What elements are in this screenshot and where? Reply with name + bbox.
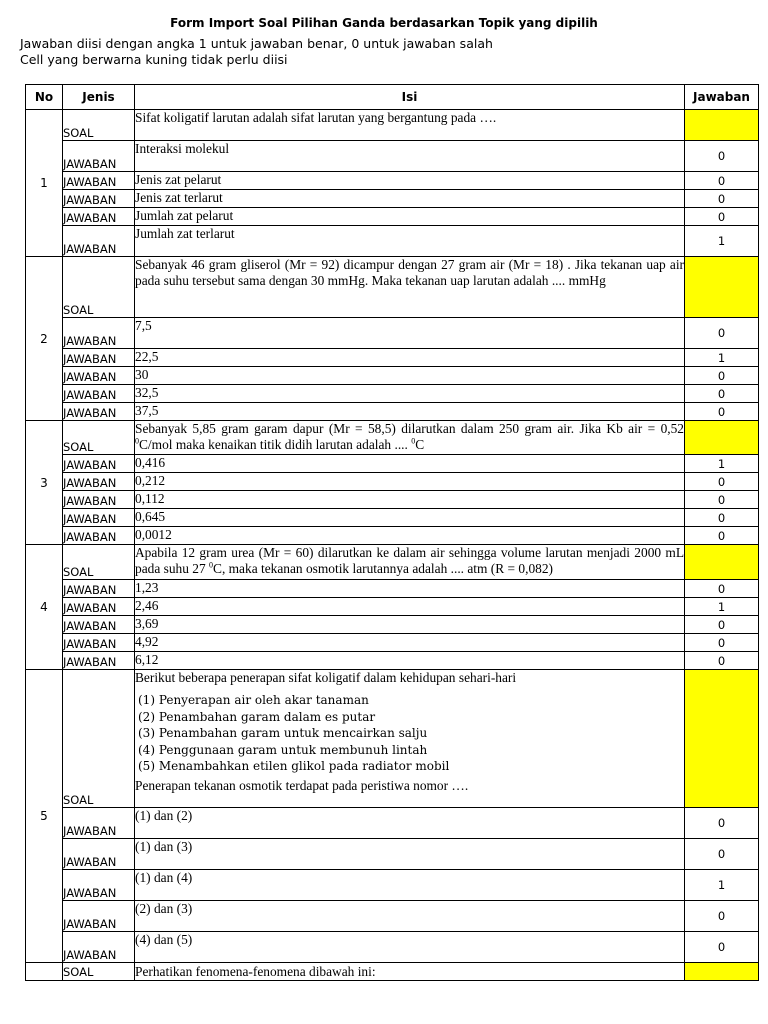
question-number: 1 bbox=[26, 110, 63, 257]
jenis-cell[interactable]: JAWABAN bbox=[63, 839, 135, 870]
answer-value[interactable]: 0 bbox=[685, 652, 759, 670]
instruction-answer-format: Jawaban diisi dengan angka 1 untuk jawaban benar, 0 untuk jawaban salah bbox=[20, 36, 493, 51]
answer-row bbox=[26, 318, 759, 349]
answer-value[interactable]: 1 bbox=[685, 598, 759, 616]
answer-value[interactable]: 0 bbox=[685, 208, 759, 226]
jenis-cell[interactable]: JAWABAN bbox=[63, 598, 135, 616]
answer-value[interactable]: 1 bbox=[685, 455, 759, 473]
header-row bbox=[26, 85, 759, 110]
answer-row bbox=[26, 141, 759, 172]
option-text[interactable]: Jenis zat pelarut bbox=[135, 172, 685, 190]
question-text[interactable]: Perhatikan fenomena-fenomena dibawah ini: bbox=[135, 963, 685, 981]
answer-row bbox=[26, 190, 759, 208]
list-item: (5) Menambahkan etilen glikol pada radiator mobil bbox=[138, 759, 450, 773]
question-text[interactable]: Sebanyak 46 gram gliserol (Mr = 92) dicampur dengan 27 gram air (Mr = 18) . Jika tekanan uap air pada suhu tersebut sama dengan 30 mmHg. Maka tekanan uap larutan adalah .... mmHg bbox=[135, 257, 685, 318]
answer-row bbox=[26, 932, 759, 963]
question-number: 2 bbox=[26, 257, 63, 421]
answer-row bbox=[26, 385, 759, 403]
answer-value[interactable]: 0 bbox=[685, 634, 759, 652]
jenis-cell[interactable]: JAWABAN bbox=[63, 580, 135, 598]
option-text[interactable]: 37,5 bbox=[135, 403, 685, 421]
option-text[interactable]: 7,5 bbox=[135, 318, 685, 349]
jenis-cell[interactable]: SOAL bbox=[63, 670, 135, 808]
answer-cell-locked bbox=[685, 670, 759, 808]
answer-row bbox=[26, 367, 759, 385]
answer-value[interactable]: 0 bbox=[685, 190, 759, 208]
header-jenis: Jenis bbox=[63, 85, 135, 110]
question-table bbox=[25, 84, 759, 981]
option-text[interactable]: 22,5 bbox=[135, 349, 685, 367]
header-jawaban: Jawaban bbox=[685, 85, 759, 110]
jenis-cell[interactable]: JAWABAN bbox=[63, 318, 135, 349]
jenis-cell[interactable]: SOAL bbox=[63, 421, 135, 455]
answer-value[interactable]: 0 bbox=[685, 491, 759, 509]
answer-row bbox=[26, 491, 759, 509]
jenis-cell[interactable]: JAWABAN bbox=[63, 208, 135, 226]
jenis-cell[interactable]: JAWABAN bbox=[63, 616, 135, 634]
jenis-cell[interactable]: JAWABAN bbox=[63, 473, 135, 491]
answer-cell-locked bbox=[685, 257, 759, 318]
answer-value[interactable]: 0 bbox=[685, 932, 759, 963]
jenis-cell[interactable]: JAWABAN bbox=[63, 527, 135, 545]
answer-row bbox=[26, 403, 759, 421]
option-text[interactable]: 0,0012 bbox=[135, 527, 685, 545]
answer-value[interactable]: 0 bbox=[685, 385, 759, 403]
question-number: 3 bbox=[26, 421, 63, 545]
answer-value[interactable]: 0 bbox=[685, 509, 759, 527]
answer-row bbox=[26, 652, 759, 670]
answer-row bbox=[26, 808, 759, 839]
list-item: (1) Penyerapan air oleh akar tanaman bbox=[138, 693, 369, 707]
soal-row bbox=[26, 963, 759, 981]
answer-cell-locked bbox=[685, 110, 759, 141]
jenis-cell[interactable]: JAWABAN bbox=[63, 190, 135, 208]
option-text[interactable]: 0,112 bbox=[135, 491, 685, 509]
option-text[interactable]: (4) dan (5) bbox=[135, 932, 685, 963]
option-text[interactable]: (1) dan (2) bbox=[135, 808, 685, 839]
answer-row bbox=[26, 901, 759, 932]
jenis-cell[interactable]: JAWABAN bbox=[63, 932, 135, 963]
question-text[interactable] bbox=[135, 670, 685, 808]
option-text[interactable]: Jumlah zat pelarut bbox=[135, 208, 685, 226]
answer-cell-locked bbox=[685, 963, 759, 981]
answer-row bbox=[26, 455, 759, 473]
jenis-cell[interactable]: JAWABAN bbox=[63, 491, 135, 509]
option-text[interactable]: 0,645 bbox=[135, 509, 685, 527]
option-text[interactable]: 32,5 bbox=[135, 385, 685, 403]
application-list bbox=[138, 692, 684, 775]
answer-row bbox=[26, 580, 759, 598]
answer-row bbox=[26, 527, 759, 545]
jenis-cell[interactable]: JAWABAN bbox=[63, 172, 135, 190]
jenis-cell[interactable]: JAWABAN bbox=[63, 509, 135, 527]
jenis-cell[interactable]: JAWABAN bbox=[63, 141, 135, 172]
list-item: (3) Penambahan garam untuk mencairkan salju bbox=[138, 726, 428, 740]
question-text[interactable]: Apabila 12 gram urea (Mr = 60) dilarutkan ke dalam air sehingga volume larutan menjadi 2000 mL pada suhu 27 $^0$C, maka tekanan osmotik larutannya adalah .... atm (R = 0,082) bbox=[135, 545, 685, 580]
answer-cell-locked bbox=[685, 545, 759, 580]
option-text[interactable]: 4,92 bbox=[135, 634, 685, 652]
header-isi: Isi bbox=[135, 85, 685, 110]
answer-value[interactable]: 0 bbox=[685, 580, 759, 598]
jenis-cell[interactable]: JAWABAN bbox=[63, 367, 135, 385]
jenis-cell[interactable]: JAWABAN bbox=[63, 385, 135, 403]
instruction-yellow-cells: Cell yang berwarna kuning tidak perlu diisi bbox=[20, 52, 288, 67]
jenis-cell[interactable]: SOAL bbox=[63, 545, 135, 580]
degree-superscript: 0 bbox=[135, 436, 139, 446]
answer-value[interactable]: 0 bbox=[685, 473, 759, 491]
jenis-cell[interactable]: SOAL bbox=[63, 257, 135, 318]
jenis-cell[interactable]: JAWABAN bbox=[63, 226, 135, 257]
answer-value[interactable]: 0 bbox=[685, 367, 759, 385]
answer-cell-locked bbox=[685, 421, 759, 455]
answer-value[interactable]: 0 bbox=[685, 527, 759, 545]
jenis-cell[interactable]: JAWABAN bbox=[63, 808, 135, 839]
jenis-cell[interactable]: JAWABAN bbox=[63, 870, 135, 901]
degree-superscript: 0 bbox=[209, 560, 214, 570]
option-text[interactable]: 0,416 bbox=[135, 455, 685, 473]
list-item: (2) Penambahan garam dalam es putar bbox=[138, 709, 376, 724]
option-text[interactable]: (2) dan (3) bbox=[135, 901, 685, 932]
jenis-cell[interactable]: JAWABAN bbox=[63, 403, 135, 421]
option-text[interactable]: 3,69 bbox=[135, 616, 685, 634]
answer-value[interactable]: 0 bbox=[685, 403, 759, 421]
answer-row bbox=[26, 634, 759, 652]
answer-value[interactable]: 1 bbox=[685, 349, 759, 367]
answer-value[interactable]: 0 bbox=[685, 808, 759, 839]
answer-value[interactable]: 1 bbox=[685, 226, 759, 257]
form-title: Form Import Soal Pilihan Ganda berdasarkan Topik yang dipilih bbox=[170, 16, 598, 30]
option-text[interactable]: (1) dan (3) bbox=[135, 839, 685, 870]
question-text[interactable]: Sebanyak 5,85 gram garam dapur (Mr = 58,5) dilarutkan dalam 250 gram air. Jika Kb air = 0,52 $^0$C/mol maka kenaikan titik didih larutan adalah .... $^0$C bbox=[135, 421, 685, 455]
answer-value[interactable]: 0 bbox=[685, 616, 759, 634]
soal-row bbox=[26, 670, 759, 808]
answer-row bbox=[26, 172, 759, 190]
jenis-cell[interactable]: JAWABAN bbox=[63, 349, 135, 367]
option-text[interactable]: 0,212 bbox=[135, 473, 685, 491]
header-no: No bbox=[26, 85, 63, 110]
jenis-cell[interactable]: JAWABAN bbox=[63, 652, 135, 670]
answer-value[interactable]: 0 bbox=[685, 141, 759, 172]
option-text[interactable]: 30 bbox=[135, 367, 685, 385]
answer-value[interactable]: 0 bbox=[685, 318, 759, 349]
option-text[interactable]: 2,46 bbox=[135, 598, 685, 616]
answer-row bbox=[26, 616, 759, 634]
answer-row bbox=[26, 226, 759, 257]
jenis-cell[interactable]: JAWABAN bbox=[63, 455, 135, 473]
option-text[interactable]: 6,12 bbox=[135, 652, 685, 670]
jenis-cell[interactable]: SOAL bbox=[63, 110, 135, 141]
jenis-cell[interactable]: SOAL bbox=[63, 963, 135, 981]
jenis-cell[interactable]: JAWABAN bbox=[63, 901, 135, 932]
answer-row bbox=[26, 349, 759, 367]
soal-row bbox=[26, 257, 759, 318]
option-text[interactable]: Jenis zat terlarut bbox=[135, 190, 685, 208]
degree-superscript: 0 bbox=[411, 436, 416, 446]
answer-value[interactable]: 0 bbox=[685, 172, 759, 190]
answer-row bbox=[26, 839, 759, 870]
answer-row bbox=[26, 208, 759, 226]
soal-row bbox=[26, 110, 759, 141]
answer-row bbox=[26, 509, 759, 527]
answer-value[interactable]: 1 bbox=[685, 870, 759, 901]
question-text[interactable]: Sifat koligatif larutan adalah sifat larutan yang bergantung pada …. bbox=[135, 110, 685, 141]
option-text[interactable]: Jumlah zat terlarut bbox=[135, 226, 685, 257]
option-text[interactable]: 1,23 bbox=[135, 580, 685, 598]
answer-row bbox=[26, 598, 759, 616]
jenis-cell[interactable]: JAWABAN bbox=[63, 634, 135, 652]
question-number: 4 bbox=[26, 545, 63, 670]
option-text[interactable]: (1) dan (4) bbox=[135, 870, 685, 901]
answer-row bbox=[26, 473, 759, 491]
list-item: (4) Penggunaan garam untuk membunuh lintah bbox=[138, 742, 428, 757]
answer-row bbox=[26, 870, 759, 901]
option-text[interactable]: Interaksi molekul bbox=[135, 141, 685, 172]
answer-value[interactable]: 0 bbox=[685, 901, 759, 932]
soal-row bbox=[26, 421, 759, 455]
question-number: 5 bbox=[26, 670, 63, 963]
answer-value[interactable]: 0 bbox=[685, 839, 759, 870]
soal-row bbox=[26, 545, 759, 580]
question-intro: Berikut beberapa penerapan sifat koligatif dalam kehidupan sehari-hari bbox=[135, 670, 517, 685]
question-number bbox=[26, 963, 63, 981]
question-closing: Penerapan tekanan osmotik terdapat pada peristiwa nomor …. bbox=[135, 777, 469, 793]
